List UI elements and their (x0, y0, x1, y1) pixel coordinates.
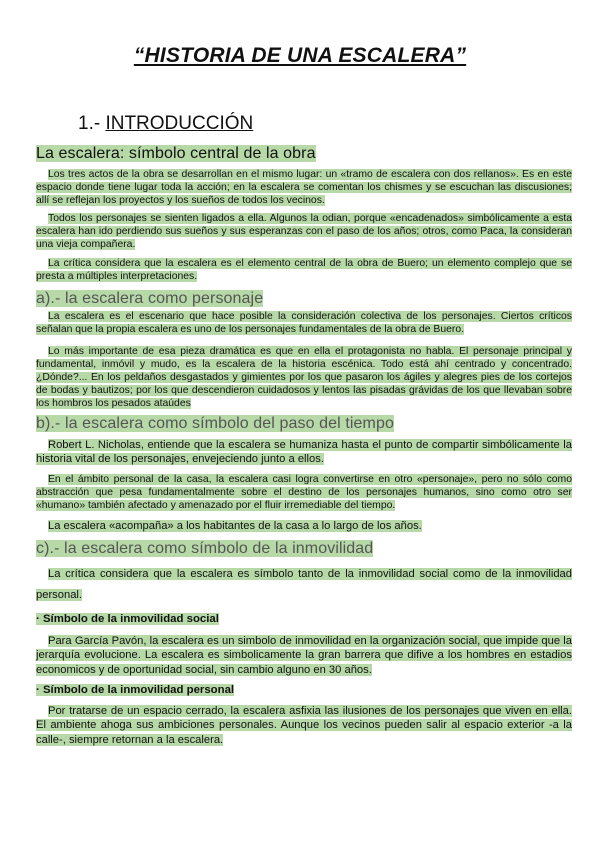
section-heading-b (36, 415, 394, 433)
paragraph-a1 (36, 311, 572, 337)
section-heading-c (36, 540, 373, 558)
paragraph-3-text: La crítica considera que la escalera es el elemento central de la obra de Buero; un elemento complejo que se presta a múltiples interpretaciones. (36, 258, 572, 282)
paragraph-1-text: Los tres actos de la obra se desarrollan en el mismo lugar: un «tramo de escalera con dos rellanos». Es en este espacio donde tiene lugar toda la acción; en la escalera se comentan los chismes y se escuchan las discusiones; allí se reflejan los proyectos y los sueños de todos los vecinos. (36, 169, 572, 206)
heading-social (36, 613, 219, 625)
heading-personal (36, 684, 234, 696)
document-title: “HISTORIA DE UNA ESCALERA” (133, 44, 467, 67)
paragraph-b1 (36, 438, 572, 467)
section-heading-b-text: b).- la escalera como símbolo del paso del tiempo (36, 415, 394, 432)
paragraph-c1 (36, 564, 572, 606)
paragraph-1 (36, 169, 572, 208)
section-heading-a (36, 290, 263, 308)
paragraph-3 (36, 258, 572, 284)
paragraph-b2 (36, 474, 572, 513)
intro-heading (78, 113, 253, 135)
section-heading-c-text: c).- la escalera como símbolo de la inmovilidad (36, 540, 374, 557)
paragraph-c3 (36, 704, 572, 747)
paragraph-b1-text: Robert L. Nicholas, entiende que la escalera se humaniza hasta el punto de compartir simbólicamente la historia vital de los personajes, envejeciendo junto a ellos. (36, 439, 572, 466)
section-heading-a-text: a).- la escalera como personaje (36, 290, 264, 307)
paragraph-2-text: Todos los personajes se sienten ligados a ella. Algunos la odian, porque «encadenados» simbólicamente a esta escalera han ido perdiendo sus sueños y sus esperanzas con el paso de los años; otros, como Paca, la consideran una vieja compañera. (36, 213, 572, 250)
paragraph-b3-text: La escalera «acompaña» a los habitantes de la casa a lo largo de los años. (48, 520, 422, 532)
paragraph-b3 (36, 519, 572, 533)
paragraph-a2 (36, 346, 572, 411)
intro-number: 1.- (78, 113, 106, 134)
paragraph-a1-text: La escalera es el escenario que hace posible la consideración colectiva de los personajes. Ciertos críticos señalan que la propia escalera es uno de los personajes fundamentales de la obra de Buero. (36, 311, 572, 335)
paragraph-c2-text: Para García Pavón, la escalera es un simbolo de inmovilidad en la organización social, que impide que la jerarquía evolucione. La escalera es simbolicamente la gran barrera que difive a los hombres en estadios economicos y de oportunidad social, sin cambio alguno en 30 años. (36, 635, 572, 676)
paragraph-b2-text: En el ámbito personal de la casa, la escalera casi logra convertirse en otro «personaje», pero no sólo como abstracción que pesa fundamentalmente sobre el destino de los personajes humanos, sino como otro ser «humano» también afectado y amenazado por el fluir irremediable del tiempo. (36, 474, 572, 511)
paragraph-c3-text: Por tratarse de un espacio cerrado, la escalera asfixia las ilusiones de los personajes que viven en ella. El ambiente ahoga sus ambiciones personales. Aunque los vecinos pueden salir al espacio exterior -a la calle-, siempre retornan a la escalera. (36, 705, 572, 746)
paragraph-c1-text: La crítica considera que la escalera es símbolo tanto de la inmovilidad social como de la inmovilidad personal. (36, 568, 572, 601)
section-heading-main-text: La escalera: símbolo central de la obra (36, 145, 316, 162)
paragraph-c2 (36, 634, 572, 677)
intro-label: INTRODUCCIÓN (105, 113, 254, 134)
section-heading-main (36, 145, 316, 163)
paragraph-2 (36, 213, 572, 252)
heading-personal-text: · Símbolo de la inmovilidad personal (36, 684, 235, 696)
heading-social-text: · Símbolo de la inmovilidad social (36, 613, 219, 625)
paragraph-a2-text: Lo más importante de esa pieza dramática es que en ella el protagonista no habla. El personaje principal y fundamental, inmóvil y mudo, es la escalera de la historia escénica. Todo está ahí centrado y concentrado. ¿Dónde?... En los peldaños desgastados y gimientes por los que pasaron los ágiles y alegres pies de los cortejos de bodas y bautizos; por los que descendieron cuidadosos y lentos las pisadas grávidas de los que llevaban sobre los hombros los pesados ataúdes (36, 346, 572, 409)
